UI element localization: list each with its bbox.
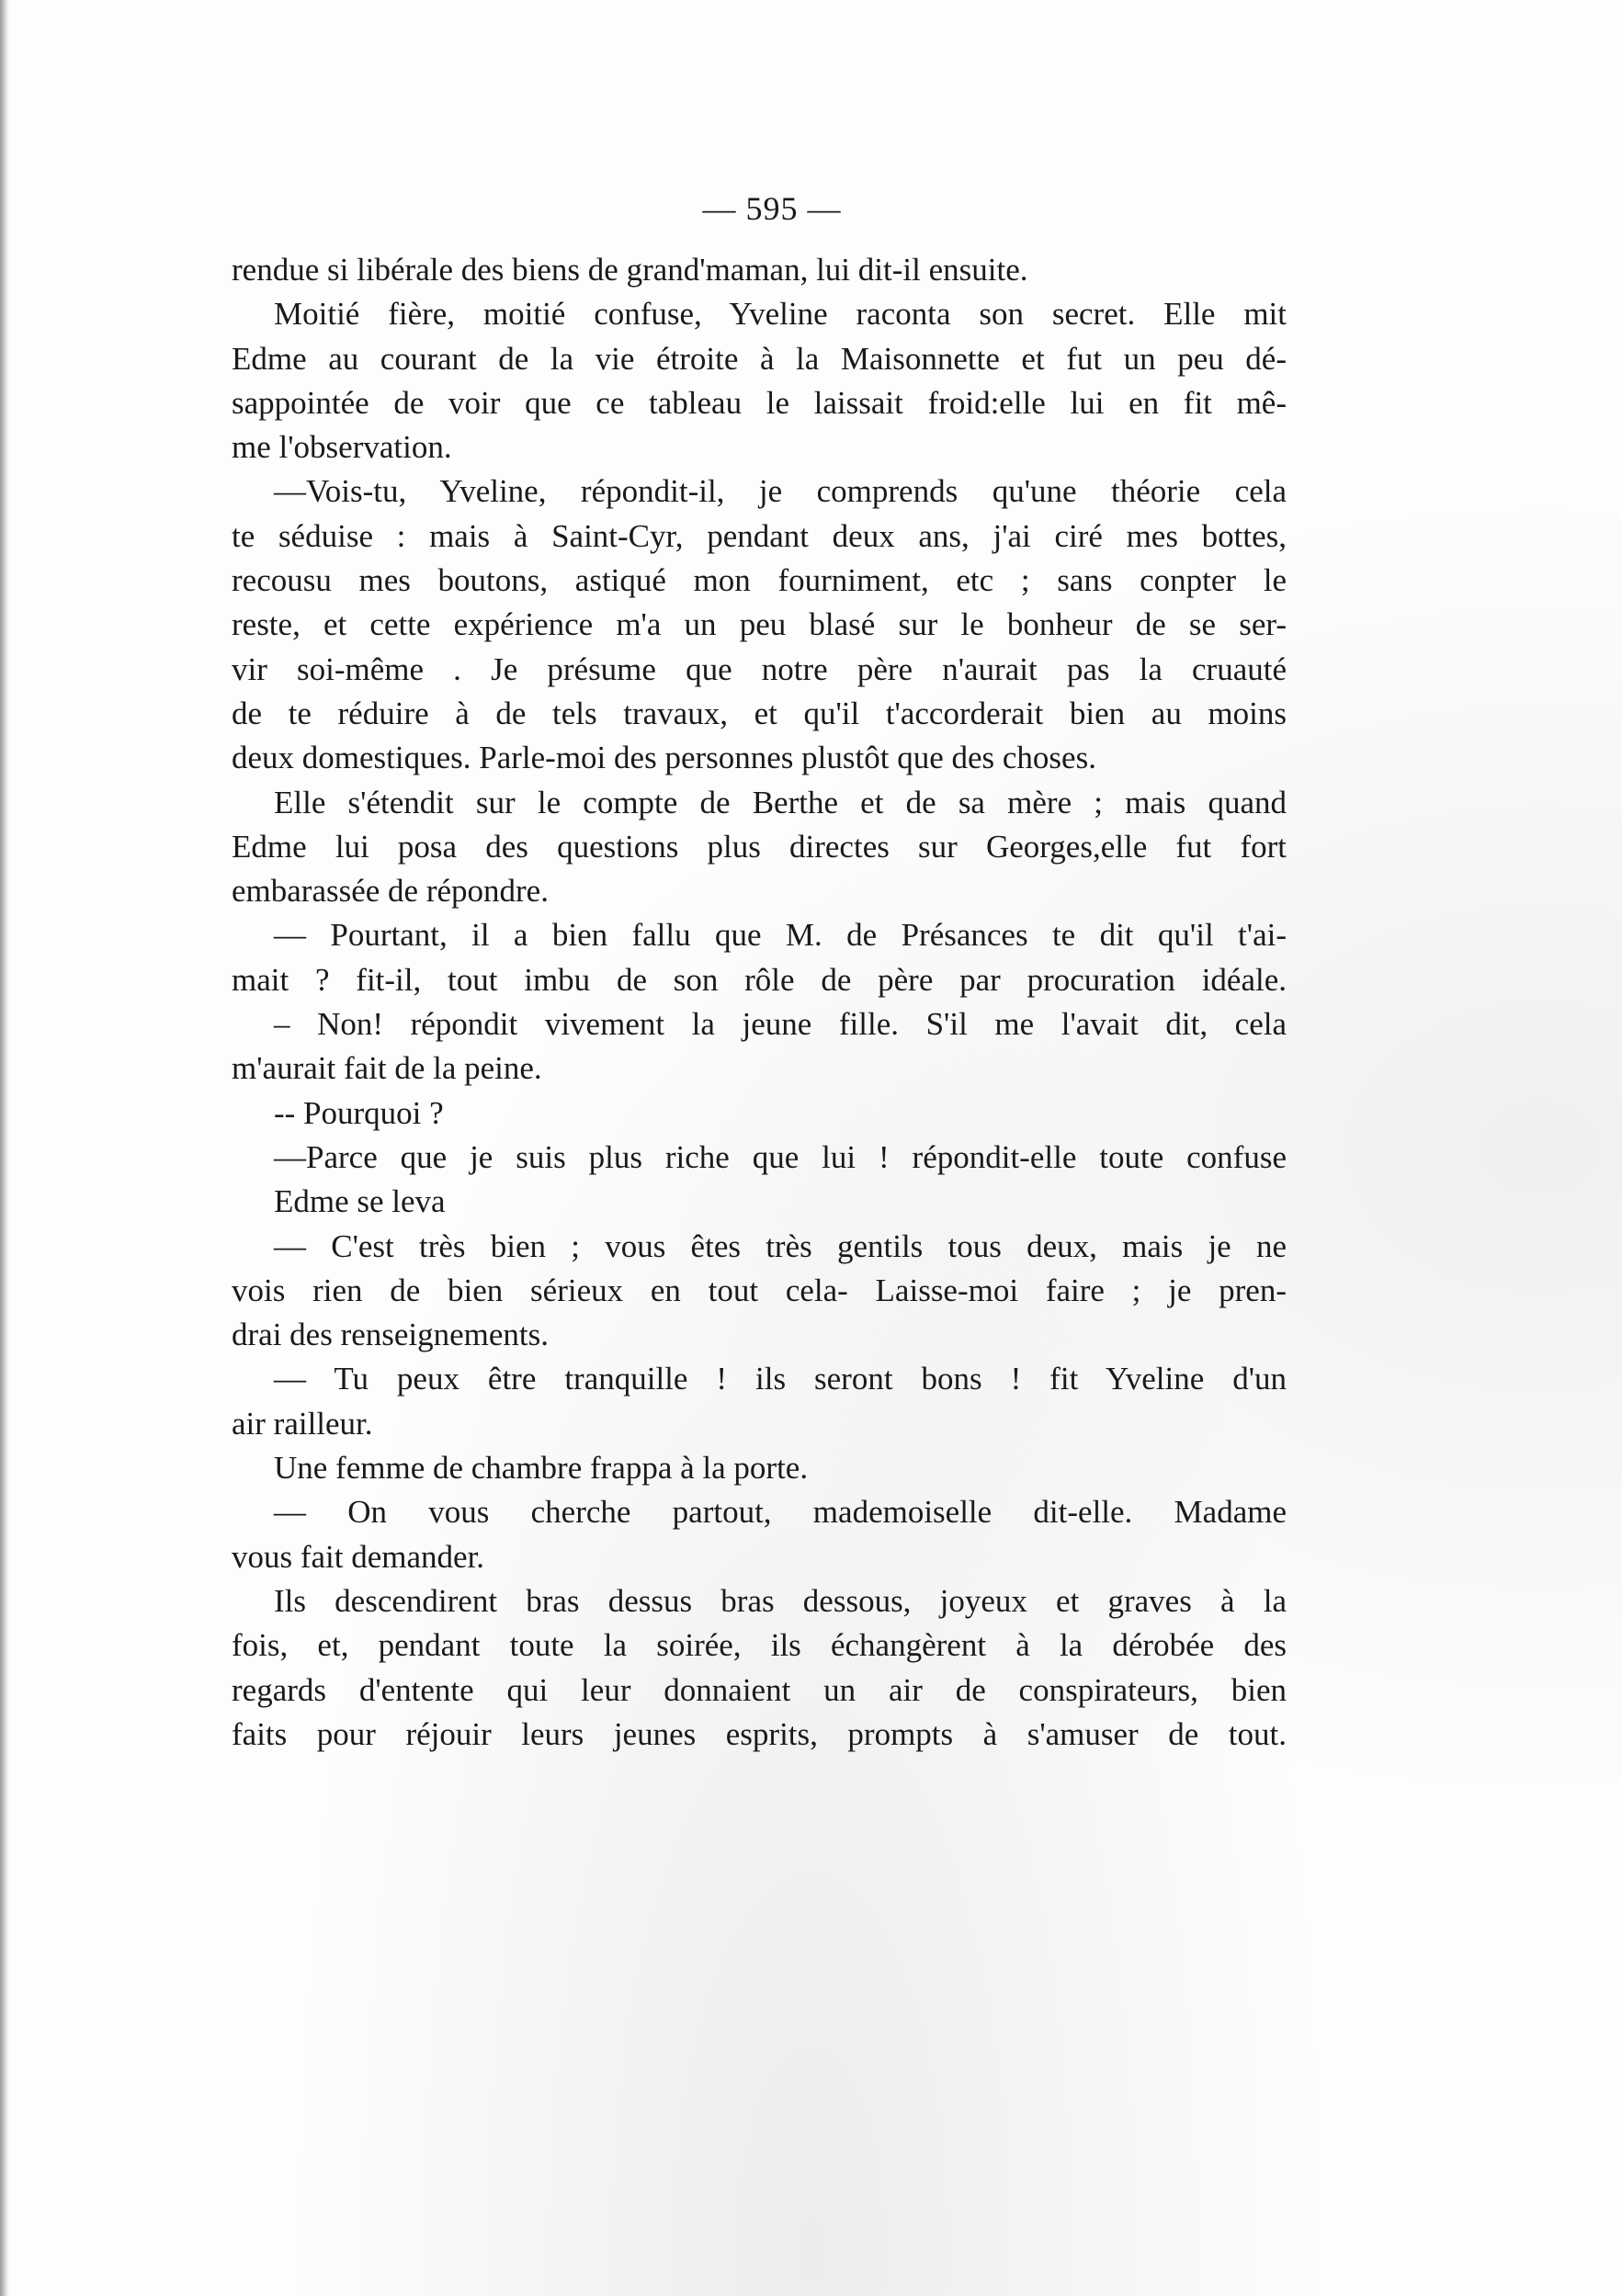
- text-line: — On vous cherche partout, mademoiselle dit-elle. Madame: [274, 1494, 1287, 1531]
- text-line: de te réduire à de tels travaux, et qu'il t'accorderait bien au moins: [232, 695, 1287, 731]
- text-line: vous fait demander.: [232, 1538, 485, 1575]
- text-line: — Tu peux être tranquille ! ils seront bons ! fit Yveline d'un: [274, 1361, 1287, 1397]
- text-line: Edme se leva: [274, 1183, 446, 1220]
- text-line: regards d'entente qui leur donnaient un air de conspirateurs, bien: [232, 1671, 1287, 1708]
- text-line: sappointée de voir que ce tableau le laissait froid:elle lui en fit mê-: [232, 384, 1287, 421]
- text-line: m'aurait fait de la peine.: [232, 1050, 542, 1087]
- text-line: reste, et cette expérience m'a un peu blasé sur le bonheur de se ser-: [232, 606, 1287, 643]
- text-line: Elle s'étendit sur le compte de Berthe et de sa mère ; mais quand: [274, 784, 1287, 820]
- text-line: — C'est très bien ; vous êtes très gentils tous deux, mais je ne: [274, 1227, 1287, 1264]
- text-line: Moitié fière, moitié confuse, Yveline raconta son secret. Elle mit: [274, 296, 1287, 333]
- text-line: vois rien de bien sérieux en tout cela- Laisse-moi faire ; je pren-: [232, 1272, 1287, 1308]
- text-line: air railleur.: [232, 1405, 373, 1442]
- text-line: te séduise : mais à Saint-Cyr, pendant deux ans, j'ai ciré mes bottes,: [232, 517, 1287, 554]
- text-line: Une femme de chambre frappa à la porte.: [274, 1450, 809, 1487]
- text-line: vir soi-même . Je présume que notre père n'aurait pas la cruauté: [232, 650, 1287, 687]
- text-line: -- Pourquoi ?: [274, 1094, 444, 1131]
- text-line: —Parce que je suis plus riche que lui ! répondit-elle toute confuse: [274, 1138, 1287, 1175]
- text-line: embarassée de répondre.: [232, 873, 549, 910]
- text-line: deux domestiques. Parle-moi des personnes plustôt que des choses.: [232, 740, 1096, 776]
- text-line: drai des renseignements.: [232, 1317, 550, 1353]
- page-edge-shadow: [0, 0, 9, 2296]
- text-line: Edme lui posa des questions plus directes sur Georges,elle fut fort: [232, 828, 1287, 865]
- text-line: recousu mes boutons, astiqué mon fourniment, etc ; sans conpter le: [232, 562, 1287, 599]
- body-text: [232, 248, 1287, 1757]
- text-line: – Non! répondit vivement la jeune fille. S'il me l'avait dit, cela: [274, 1006, 1287, 1043]
- text-line: mait ? fit-il, tout imbu de son rôle de père par procuration idéale.: [232, 961, 1287, 998]
- text-line: — Pourtant, il a bien fallu que M. de Présances te dit qu'il t'ai-: [274, 917, 1287, 954]
- text-line: fois, et, pendant toute la soirée, ils échangèrent à la dérobée des: [232, 1627, 1287, 1664]
- text-line: rendue si libérale des biens de grand'maman, lui dit-il ensuite.: [232, 252, 1028, 288]
- text-line: Ils descendirent bras dessus bras dessous, joyeux et graves à la: [274, 1582, 1287, 1619]
- text-line: Edme au courant de la vie étroite à la Maisonnette et fut un peu dé-: [232, 340, 1287, 377]
- text-line: —Vois-tu, Yveline, répondit-il, je comprends qu'une théorie cela: [274, 473, 1287, 510]
- page-number: — 595 —: [702, 190, 842, 227]
- text-line: faits pour réjouir leurs jeunes esprits, prompts à s'amuser de tout.: [232, 1715, 1287, 1752]
- text-line: me l'observation.: [232, 429, 452, 466]
